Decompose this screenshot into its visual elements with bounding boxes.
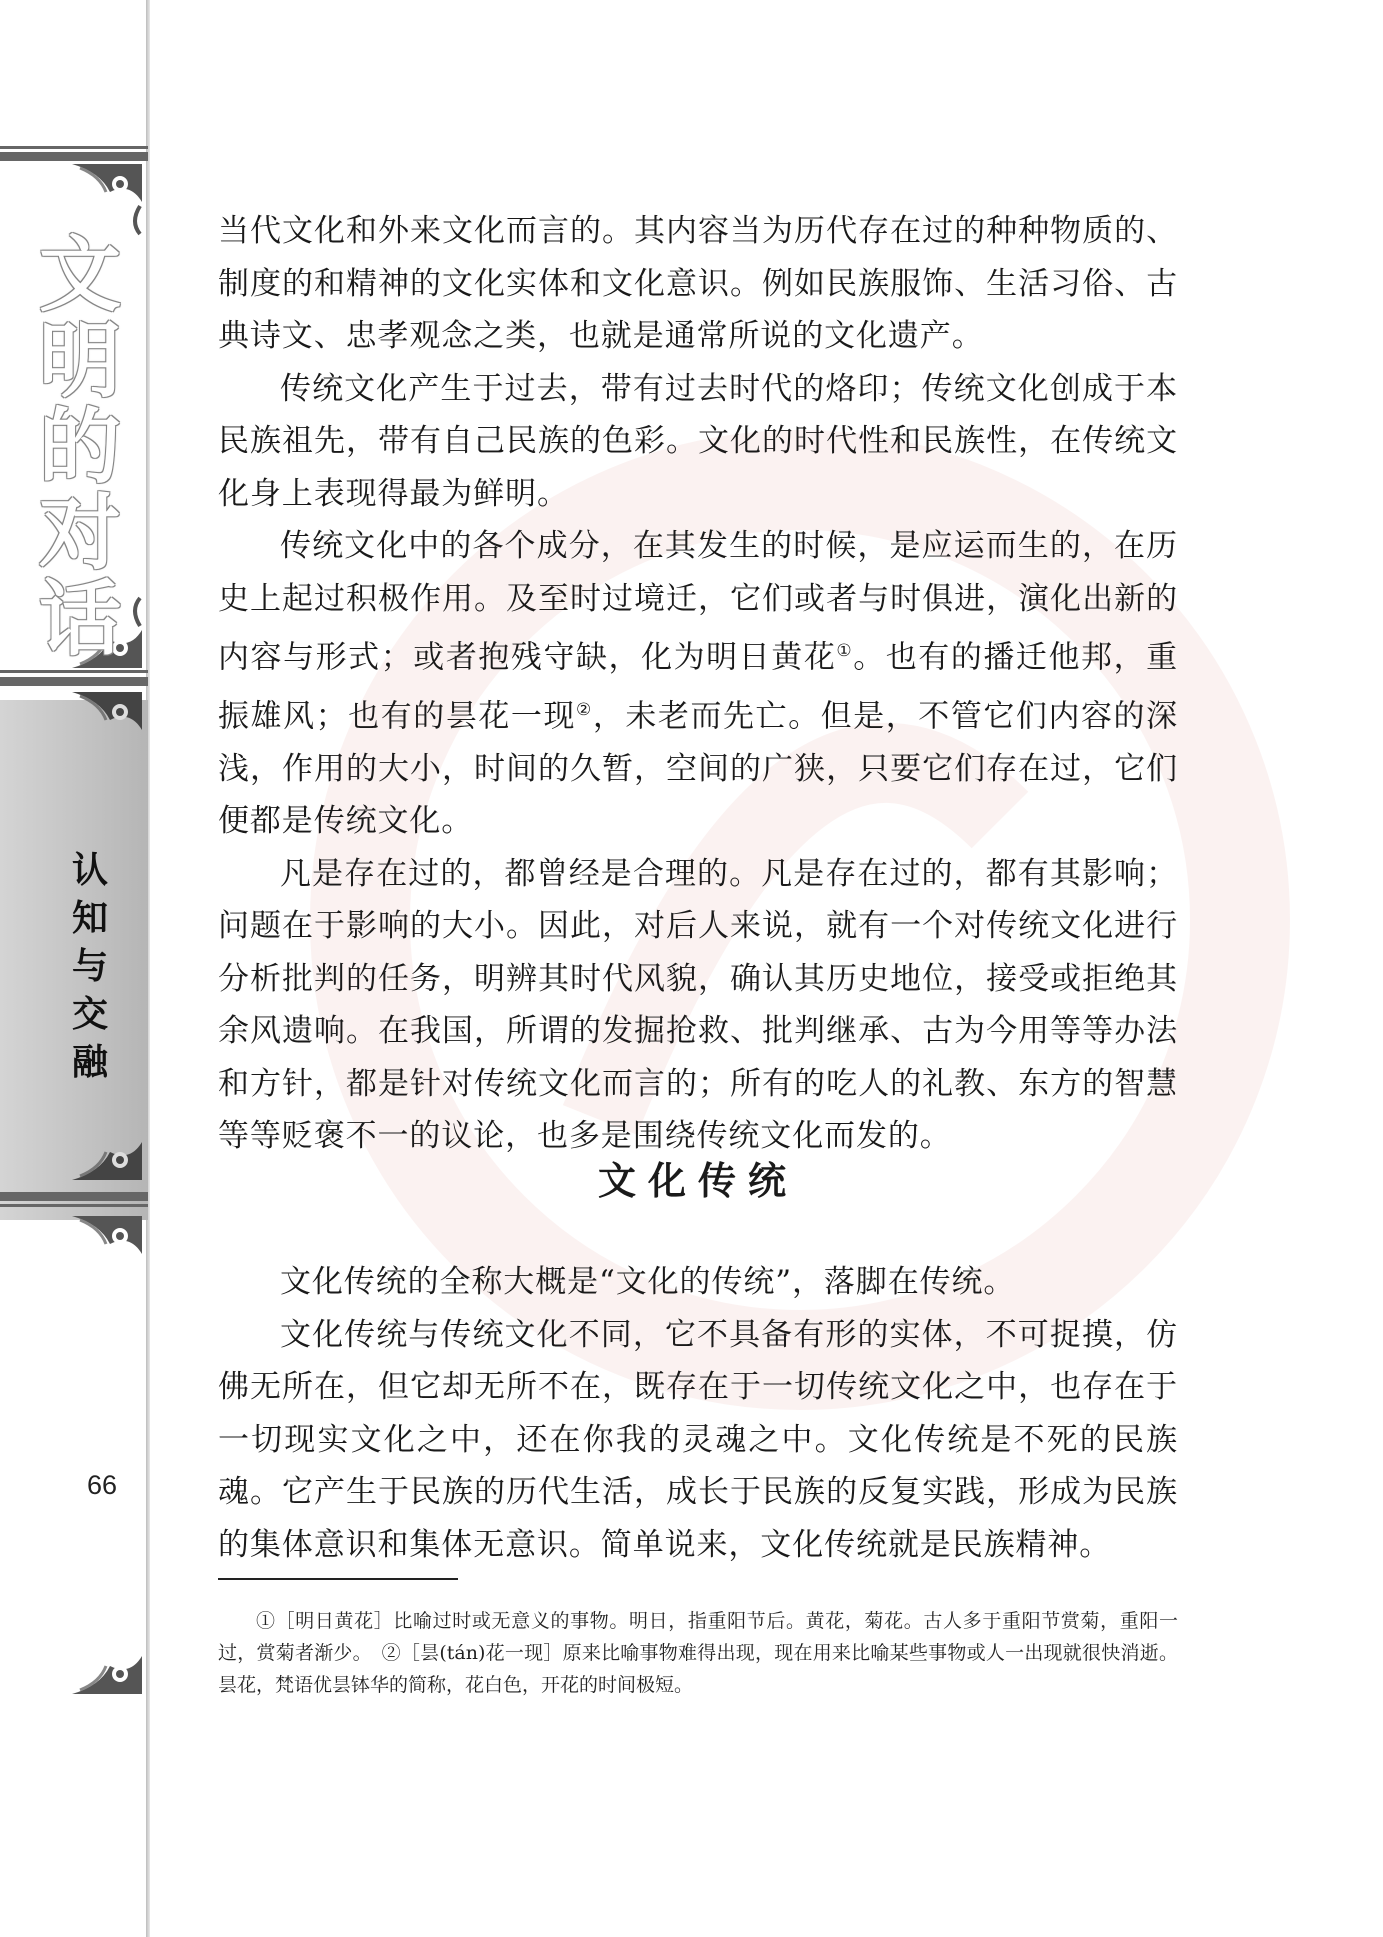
page-number: 66	[86, 1470, 118, 1500]
paragraph	[218, 520, 1178, 848]
book-title-char: 对	[38, 485, 121, 581]
footnotes: ①［明日黄花］比喻过时或无意义的事物。明日，指重阳节后。黄花，菊花。古人多于重阳节赏菊，重阳一过，赏菊者渐少。 ②［昙(tán)花一现］原来比喻事物难得出现，现在用来比喻某些事物或人一出现就很快消逝。昙花，梵语优昙钵华的简称，花白色，开花的时间极短。	[218, 1610, 1178, 1696]
decor-band	[0, 152, 148, 161]
section-label-char: 融	[71, 1041, 108, 1083]
paragraph-text: ，未老而先亡。但是，不管它们内容的深浅，作用的大小，时间的久暂，空间的广狭，只要它们存在过，它们便都是传统文化。	[218, 698, 1178, 840]
book-title-char: 明	[38, 313, 121, 409]
section-label-char: 知	[71, 897, 108, 939]
book-title-char: 文	[38, 227, 121, 323]
footnote-mark: ②	[576, 699, 593, 720]
paragraph-text: 传统文化中的各个成分，在其发生的时候，是应运而生的，在历史上起过积极作用。及至时过境迁，它们或者与时俱进，演化出新的内容与形式；或者抱残守缺，化为明日黄花	[218, 528, 1178, 676]
ornament-icon	[70, 1214, 144, 1288]
decor-band	[0, 670, 148, 673]
ornament-icon	[70, 162, 144, 236]
paragraph: 文化传统与传统文化不同，它不具备有形的实体，不可捉摸，仿佛无所在，但它却无所不在，既存在于一切传统文化之中，也存在于一切现实文化之中，还在你我的灵魂之中。文化传统是不死的民族魂。它产生于民族的历代生活，成长于民族的反复实践，形成为民族的集体意识和集体无意识。简单说来，文化传统就是民族精神。	[218, 1316, 1178, 1563]
paragraph-text: 。也有的播迁他邦，重振雄风；也有的昙花一现	[218, 639, 1179, 735]
paragraph: 传统文化产生于过去，带有过去时代的烙印；传统文化创成于本民族祖先，带有自己民族的色彩。文化的时代性和民族性，在传统文化身上表现得最为鲜明。	[218, 370, 1178, 512]
ornament-icon	[70, 690, 144, 764]
section-label-char: 与	[71, 945, 108, 987]
section-label-char: 交	[71, 993, 108, 1035]
book-title-char: 的	[38, 399, 121, 495]
decor-band	[0, 1204, 148, 1207]
section-label	[60, 846, 120, 1086]
book-title-char: 话	[38, 571, 121, 667]
section-body	[218, 1256, 1178, 1571]
section-label-char: 认	[71, 849, 108, 891]
paragraph: 凡是存在过的，都曾经是合理的。凡是存在过的，都有其影响；问题在于影响的大小。因此，对后人来说，就有一个对传统文化进行分析批判的任务，明辨其时代风貌，确认其历史地位，接受或拒绝其余风遗响。在我国，所谓的发掘抢救、批判继承、古为今用等等办法和方针，都是针对传统文化而言的；所有的吃人的礼教、东方的智慧等等贬褒不一的议论，也多是围绕传统文化而发的。	[218, 855, 1178, 1155]
decor-band	[0, 146, 148, 149]
section-heading: 文化传统	[597, 1158, 798, 1203]
book-title	[30, 227, 130, 667]
paragraph: 文化传统的全称大概是“文化的传统”，落脚在传统。	[280, 1264, 1016, 1300]
footnote-rule	[218, 1578, 458, 1580]
decor-band	[0, 677, 148, 686]
paragraph: 当代文化和外来文化而言的。其内容当为历代存在过的种种物质的、制度的和精神的文化实体和文化意识。例如民族服饰、生活习俗、古典诗文、忠孝观念之类，也就是通常所说的文化遗产。	[218, 213, 1178, 354]
ornament-icon	[70, 1108, 144, 1182]
body-text	[218, 205, 1178, 1163]
ornament-icon	[70, 1622, 144, 1696]
footnote-mark: ①	[836, 641, 854, 661]
decor-band	[0, 1192, 148, 1201]
